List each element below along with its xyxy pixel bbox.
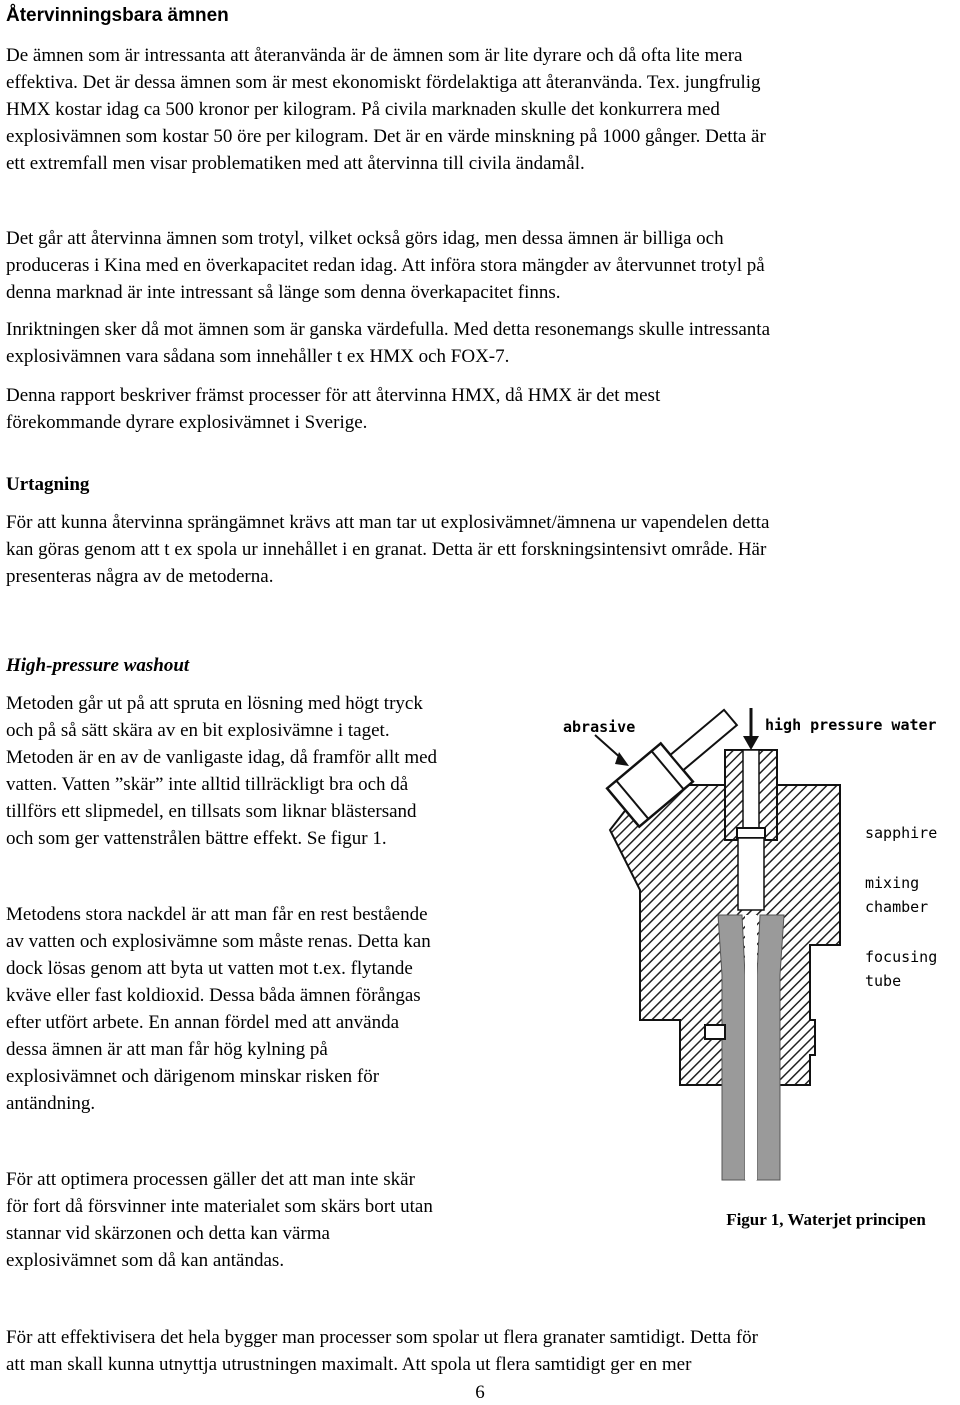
para7-line: antändning. <box>6 1093 96 1114</box>
para9-line: att man skall kunna utnyttja utrustningen maximalt. Att spola ut flera samtidigt ger en mer <box>6 1354 692 1375</box>
focusing-tube <box>757 915 784 1180</box>
para7-line: Metodens stora nackdel är att man får en rest bestående <box>6 904 428 925</box>
para1-line: effektiva. Det är dessa ämnen som är mest ekonomiskt fördelaktiga att återanvända. Tex. jungfrulig <box>6 72 761 93</box>
label-abrasive: abrasive <box>563 718 636 736</box>
focusing-tube <box>718 915 745 1180</box>
paragraph-6 <box>6 690 437 852</box>
para6-line: vatten. Vatten ”skär” inte alltid tillräckligt bra och då <box>6 774 409 795</box>
waterjet-figure <box>555 690 955 1190</box>
para4-line: Denna rapport beskriver främst processer för att återvinna HMX, då HMX är det mest <box>6 385 661 406</box>
para1-line: HMX kostar idag ca 500 kronor per kilogram. På civila marknaden skulle det konkurrera med <box>6 99 720 120</box>
para8-line: explosivämnet som då kan antändas. <box>6 1250 285 1271</box>
para6-line: och på så sätt skära av en bit explosivämne i taget. <box>6 720 390 741</box>
figure-caption: Figur 1, Waterjet principen <box>726 1210 926 1229</box>
para3-line: explosivämnen vara sådana som innehåller t ex HMX och FOX-7. <box>6 346 510 367</box>
para2-line: produceras i Kina med en överkapacitet redan idag. Att införa stora mängder av återvunnet trotyl på <box>6 255 765 276</box>
heading-urtagning: Urtagning <box>6 474 90 495</box>
sapphire-orifice <box>737 828 765 838</box>
paragraph-2 <box>6 225 765 306</box>
para8-line: stannar vid skärzonen och detta kan värma <box>6 1223 330 1244</box>
para6-line: tillförs ett slipmedel, en tillsats som liknar blästersand <box>6 801 417 822</box>
label-sapphire: sapphire <box>865 824 938 842</box>
para9-line: För att effektivisera det hela bygger man processer som spolar ut flera granater samtidigt. Detta för <box>6 1327 758 1348</box>
label-chamber: chamber <box>865 898 929 916</box>
para6-line: Metoden är en av de vanligaste idag, då framför allt med <box>6 747 438 768</box>
set-screw <box>705 1025 725 1039</box>
paragraph-7 <box>6 901 431 1117</box>
paragraph-5 <box>6 509 769 590</box>
para6-line: och som ger vattenstrålen bättre effekt. Se figur 1. <box>6 828 387 849</box>
para1-line: explosivämnen som kostar 50 öre per kilogram. Det är en värde minskning på 1000 gånger. Detta är <box>6 126 766 147</box>
para7-line: dessa ämnen är att man får hög kylning på <box>6 1039 328 1060</box>
para2-line: denna marknad är inte intressant så länge som denna överkapacitet finns. <box>6 282 561 303</box>
paragraph-8 <box>6 1166 433 1274</box>
mixing-chamber-cavity <box>738 838 764 910</box>
para5-line: kan göras genom att t ex spola ur innehållet i en granat. Detta är ett forskningsintensivt område. Här <box>6 539 767 560</box>
focusing-tube-bore <box>745 915 757 1180</box>
paragraph-4 <box>6 382 660 436</box>
para5-line: För att kunna återvinna sprängämnet krävs att man tar ut explosivämnet/ämnena ur vapendelen detta <box>6 512 770 533</box>
para1-line: De ämnen som är intressanta att återanvända är de ämnen som är lite dyrare och då ofta lite mera <box>6 45 743 66</box>
para8-line: för fort då försvinner inte materialet som skärs bort utan <box>6 1196 433 1217</box>
para7-line: av vatten och explosivämne som måste renas. Detta kan <box>6 931 431 952</box>
water-inlet-bore <box>743 750 759 840</box>
label-focusing: focusing <box>865 948 938 966</box>
label-mixing: mixing <box>865 874 920 892</box>
para7-line: explosivämnet och därigenom minskar risken för <box>6 1066 380 1087</box>
heading-high-pressure-washout: High-pressure washout <box>6 655 190 676</box>
paragraph-3 <box>6 316 770 370</box>
paragraph-9 <box>6 1324 758 1378</box>
para6-line: Metoden går ut på att spruta en lösning med högt tryck <box>6 693 423 714</box>
label-high-pressure-water: high pressure water <box>765 716 937 734</box>
heading-atervinningsbara: Återvinningsbara ämnen <box>6 5 229 26</box>
para8-line: För att optimera processen gäller det att man inte skär <box>6 1169 415 1190</box>
label-tube: tube <box>865 972 902 990</box>
para7-line: kväve eller fast koldioxid. Dessa båda ämnen förångas <box>6 985 421 1006</box>
para5-line: presenteras några av de metoderna. <box>6 566 274 587</box>
para7-line: dock lösas genom att byta ut vatten mot t.ex. flytande <box>6 958 413 979</box>
page-number: 6 <box>475 1382 485 1403</box>
water-arrow-head <box>743 736 759 750</box>
para3-line: Inriktningen sker då mot ämnen som är ganska värdefulla. Med detta resonemangs skulle intressanta <box>6 319 770 340</box>
para4-line: förekommande dyrare explosivämnet i Sverige. <box>6 412 368 433</box>
para1-line: ett extremfall men visar problematiken med att återvinna till civila ändamål. <box>6 153 585 174</box>
para2-line: Det går att återvinna ämnen som trotyl, vilket också görs idag, men dessa ämnen är billiga och <box>6 228 724 249</box>
paragraph-1 <box>6 42 766 177</box>
para7-line: efter utfört arbete. En annan fördel med att använda <box>6 1012 400 1033</box>
